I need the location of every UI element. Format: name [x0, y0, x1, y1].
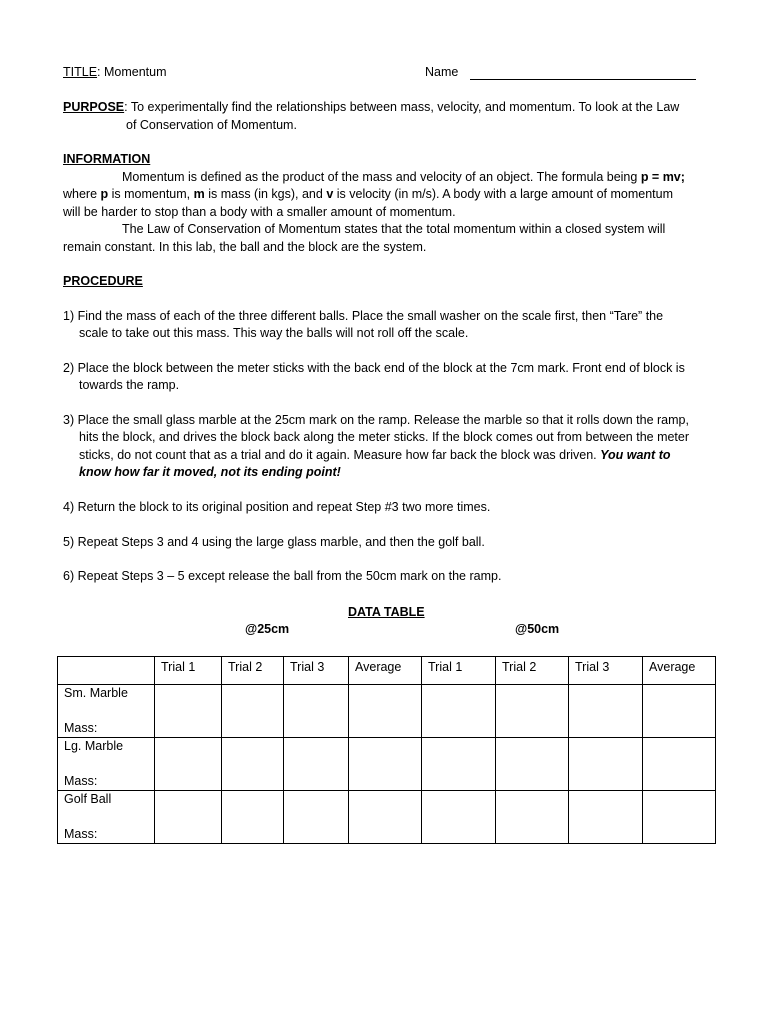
title-line: [63, 64, 167, 81]
data-cell[interactable]: [284, 738, 349, 791]
step-3-line-4: know how far it moved, not its ending point!: [79, 465, 341, 479]
data-cell[interactable]: [643, 791, 716, 844]
step-2-line-1: 2) Place the block between the meter sticks with the back end of the block at the 7cm mark. Front end of block is: [63, 361, 685, 375]
data-cell[interactable]: [496, 685, 569, 738]
step-3-line-1: 3) Place the small glass marble at the 25cm mark on the ramp. Release the marble so that it rolls down the ramp,: [63, 413, 689, 427]
data-cell[interactable]: [643, 738, 716, 791]
data-cell[interactable]: [155, 685, 222, 738]
step-5: 5) Repeat Steps 3 and 4 using the large glass marble, and then the golf ball.: [63, 535, 485, 549]
info-p1-line-3: will be harder to stop than a body with a smaller amount of momentum.: [63, 205, 456, 219]
name-blank-line: [470, 79, 696, 80]
data-cell[interactable]: [349, 791, 422, 844]
step-6: 6) Repeat Steps 3 – 5 except release the ball from the 50cm mark on the ramp.: [63, 569, 502, 583]
title-value: : Momentum: [97, 65, 167, 79]
header-cell: Trial 1: [155, 657, 222, 685]
row-label-cell: [58, 685, 155, 738]
row-label-cell: [58, 791, 155, 844]
header-cell-empty: [58, 657, 155, 685]
data-cell[interactable]: [422, 791, 496, 844]
data-cell[interactable]: [422, 685, 496, 738]
data-cell[interactable]: [222, 791, 284, 844]
group-50cm-label: @50cm: [515, 622, 560, 636]
header-cell: Trial 2: [496, 657, 569, 685]
row-name: Sm. Marble: [64, 686, 128, 700]
purpose-line-1: PURPOSE: To experimentally find the relationships between mass, velocity, and momentum. To look at the Law: [63, 100, 680, 114]
info-p1-line-1: Momentum is defined as the product of the mass and velocity of an object. The formula being p = mv;: [122, 170, 685, 184]
header-cell: Trial 2: [222, 657, 284, 685]
row-name: Lg. Marble: [64, 739, 124, 753]
title-label: TITLE: [63, 65, 98, 79]
data-cell[interactable]: [155, 791, 222, 844]
table-row: [58, 791, 716, 844]
step-3-line-3: sticks, do not count that as a trial and do it again. Measure how far back the block was driven. You want to: [79, 448, 671, 462]
info-p2-line-2: remain constant. In this lab, the ball and the block are the system.: [63, 240, 427, 254]
data-cell[interactable]: [496, 738, 569, 791]
data-cell[interactable]: [349, 685, 422, 738]
row-mass-label: Mass:: [64, 774, 98, 788]
name-label: Name: [425, 65, 459, 79]
data-cell[interactable]: [284, 791, 349, 844]
row-name: Golf Ball: [64, 792, 112, 806]
data-table: [57, 656, 716, 844]
data-cell[interactable]: [349, 738, 422, 791]
data-cell[interactable]: [569, 738, 643, 791]
purpose-line-2: of Conservation of Momentum.: [126, 118, 297, 132]
step-1-line-2: scale to take out this mass. This way the balls will not roll off the scale.: [79, 326, 469, 340]
header-cell: Average: [349, 657, 422, 685]
step-1-line-1: 1) Find the mass of each of the three different balls. Place the small washer on the scale first, then “Tare” the: [63, 309, 664, 323]
data-cell[interactable]: [422, 738, 496, 791]
step-3-line-2: hits the block, and drives the block back along the meter sticks. If the block comes out from between the meter: [79, 430, 690, 444]
data-cell[interactable]: [569, 685, 643, 738]
table-row: [58, 738, 716, 791]
data-cell[interactable]: [284, 685, 349, 738]
step-2-line-2: towards the ramp.: [79, 378, 180, 392]
step-4: 4) Return the block to its original position and repeat Step #3 two more times.: [63, 500, 491, 514]
data-cell[interactable]: [222, 738, 284, 791]
purpose-label: PURPOSE: [63, 100, 125, 114]
row-label-cell: [58, 738, 155, 791]
data-cell[interactable]: [569, 791, 643, 844]
group-25cm-label: @25cm: [245, 622, 290, 636]
data-cell[interactable]: [155, 738, 222, 791]
row-mass-label: Mass:: [64, 827, 98, 841]
data-cell[interactable]: [496, 791, 569, 844]
header-cell: Trial 1: [422, 657, 496, 685]
header-cell: Trial 3: [284, 657, 349, 685]
data-cell[interactable]: [222, 685, 284, 738]
procedure-heading: PROCEDURE: [63, 274, 143, 288]
table-header-row: [58, 657, 716, 685]
header-cell: Average: [643, 657, 716, 685]
row-mass-label: Mass:: [64, 721, 98, 735]
table-row: [58, 685, 716, 738]
data-cell[interactable]: [643, 685, 716, 738]
data-table-title: DATA TABLE: [348, 605, 425, 619]
information-heading: INFORMATION: [63, 152, 151, 166]
info-p2-line-1: The Law of Conservation of Momentum states that the total momentum within a closed system will: [122, 222, 666, 236]
info-p1-line-2: where p is momentum, m is mass (in kgs), and v is velocity (in m/s). A body with a large amount of momentum: [63, 187, 673, 201]
header-cell: Trial 3: [569, 657, 643, 685]
